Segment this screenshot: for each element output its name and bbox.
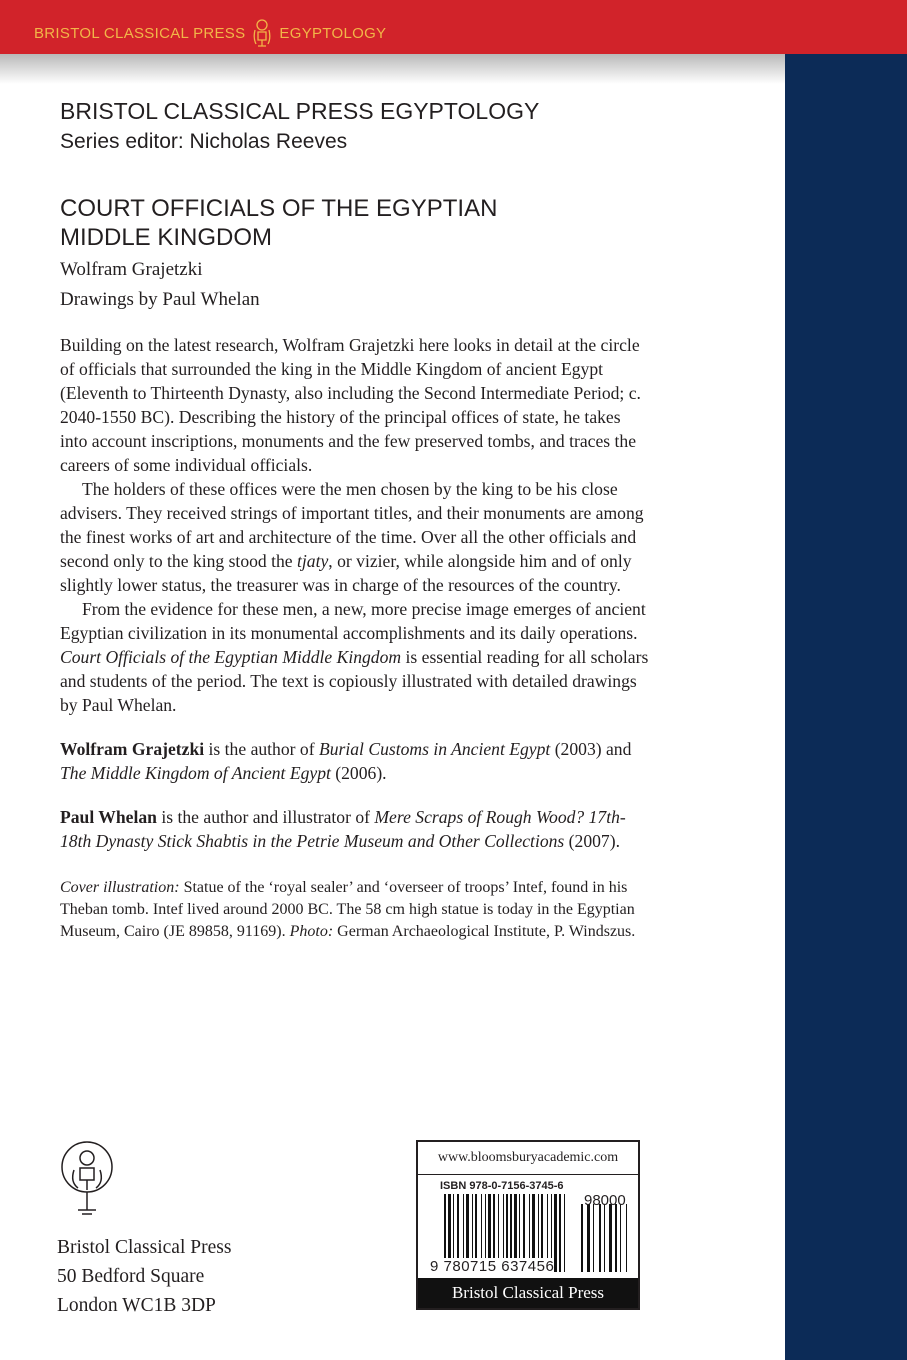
- barcode-digits: 9 780715 637456: [430, 1258, 555, 1275]
- publisher-logo-icon: [56, 1140, 118, 1224]
- barcode-bar: [593, 1204, 594, 1272]
- label: Photo:: [289, 923, 334, 940]
- publisher-name: Bristol Classical Press: [57, 1237, 232, 1258]
- book-title-italic: Court Officials of the Egyptian Middle Kingdom: [60, 647, 402, 667]
- credits: [60, 255, 260, 315]
- barcode-bar: [615, 1204, 617, 1272]
- text: (2007).: [564, 831, 620, 851]
- blurb: [60, 333, 650, 943]
- book-ref: The Middle Kingdom of Ancient Egypt: [60, 763, 331, 783]
- barcode-bar: [564, 1194, 565, 1272]
- text: is the author and illustrator of: [156, 807, 375, 827]
- text: is essential reading for all scholars and students of the period. The text is copiously illustrated with detailed drawings by Paul Whelan.: [60, 647, 649, 715]
- publisher-city: London WC1B 3DP: [57, 1295, 216, 1316]
- author-bio: [60, 737, 650, 785]
- book-ref: Burial Customs in Ancient Egypt: [318, 739, 551, 759]
- text: German Archaeological Institute, P. Windszus.: [333, 923, 636, 940]
- website-url: www.bloomsburyacademic.com: [418, 1142, 638, 1175]
- text: Statue of the ‘royal sealer’ and ‘overseer of troops’ Intef, found in his Theban tomb. Intef lived around 2000 BC. The 58 cm high statue is today in the Egyptian Museum, Cairo (JE 89858, 91169).: [60, 879, 635, 940]
- header-bar: [0, 0, 907, 54]
- imprint-label: Bristol Classical Press: [418, 1278, 638, 1308]
- label: Cover illustration:: [60, 879, 180, 896]
- barcode-bar: [559, 1194, 561, 1272]
- blurb-paragraph: [60, 333, 650, 477]
- blurb-paragraph: [60, 477, 650, 597]
- banner-right: EGYPTOLOGY: [279, 24, 387, 42]
- text: Building on the latest research, Wolfram Grajetzki here looks in detail at the circle of officials that surrounded the king in the Middle Kingdom of ancient Egypt (Eleventh to Thirteenth Dynasty, also including the Second Intermediate Period; c. 2040-1550 BC). Describing the history of the principal offices of state, he takes into account inscriptions, monuments and the few preserved tombs, and traces the careers of some individual officials.: [60, 335, 641, 475]
- publisher-street: 50 Bedford Square: [57, 1266, 205, 1287]
- series-title: BRISTOL CLASSICAL PRESS EGYPTOLOGY: [60, 98, 540, 124]
- barcode-bar: [609, 1204, 612, 1272]
- text: The holders of these offices were the men chosen by the king to be his close advisers. They received strings of important titles, and their monuments are among the finest works of art and architecture of the time. Over all the other officials and second only to the king stood the: [60, 479, 644, 571]
- price-code: 98000: [584, 1192, 626, 1209]
- bio-name: Wolfram Grajetzki: [60, 739, 205, 759]
- publisher-address: [57, 1233, 231, 1320]
- barcode-bar: [587, 1204, 590, 1272]
- isbn: ISBN 978-0-7156-3745-6: [440, 1180, 564, 1192]
- text: (2006).: [330, 763, 387, 783]
- barcode-bar: [620, 1204, 621, 1272]
- blurb-paragraph: [60, 597, 650, 717]
- text: , or vizier, while alongside him and of only slightly lower status, the treasurer was in charge of the resources of the country.: [60, 551, 632, 595]
- illustrator: Drawings by Paul Whelan: [60, 289, 260, 310]
- spine-band: [785, 54, 907, 1360]
- text: is the author of: [204, 739, 319, 759]
- barcode-bar: [554, 1194, 557, 1272]
- barcode-bar: [599, 1204, 601, 1272]
- author-name: Wolfram Grajetzki: [60, 259, 203, 280]
- barcode-bar: [581, 1204, 583, 1272]
- bio-name: Paul Whelan: [60, 807, 157, 827]
- press-logo-icon: [251, 18, 273, 48]
- header-shadow: [0, 54, 785, 84]
- illustrator-bio: [60, 805, 650, 853]
- series-banner: [34, 18, 386, 48]
- text: From the evidence for these men, a new, more precise image emerges of ancient Egyptian civilization in its monumental accomplishments and its daily operations.: [60, 599, 646, 643]
- barcode-bar: [604, 1204, 605, 1272]
- series-editor: Series editor: Nicholas Reeves: [60, 130, 348, 153]
- italic-term: tjaty: [297, 551, 329, 571]
- cover-credit: [60, 877, 650, 943]
- book-ref: Mere Scraps of Rough Wood? 17th-18th Dynasty Stick Shabtis in the Petrie Museum and Other Collections: [60, 807, 626, 851]
- banner-left: BRISTOL CLASSICAL PRESS: [34, 24, 246, 42]
- book-title: COURT OFFICIALS OF THE EGYPTIAN MIDDLE KINGDOM: [60, 195, 498, 251]
- text: (2003) and: [550, 739, 632, 759]
- barcode-box: [416, 1140, 640, 1310]
- barcode-bar: [626, 1204, 627, 1272]
